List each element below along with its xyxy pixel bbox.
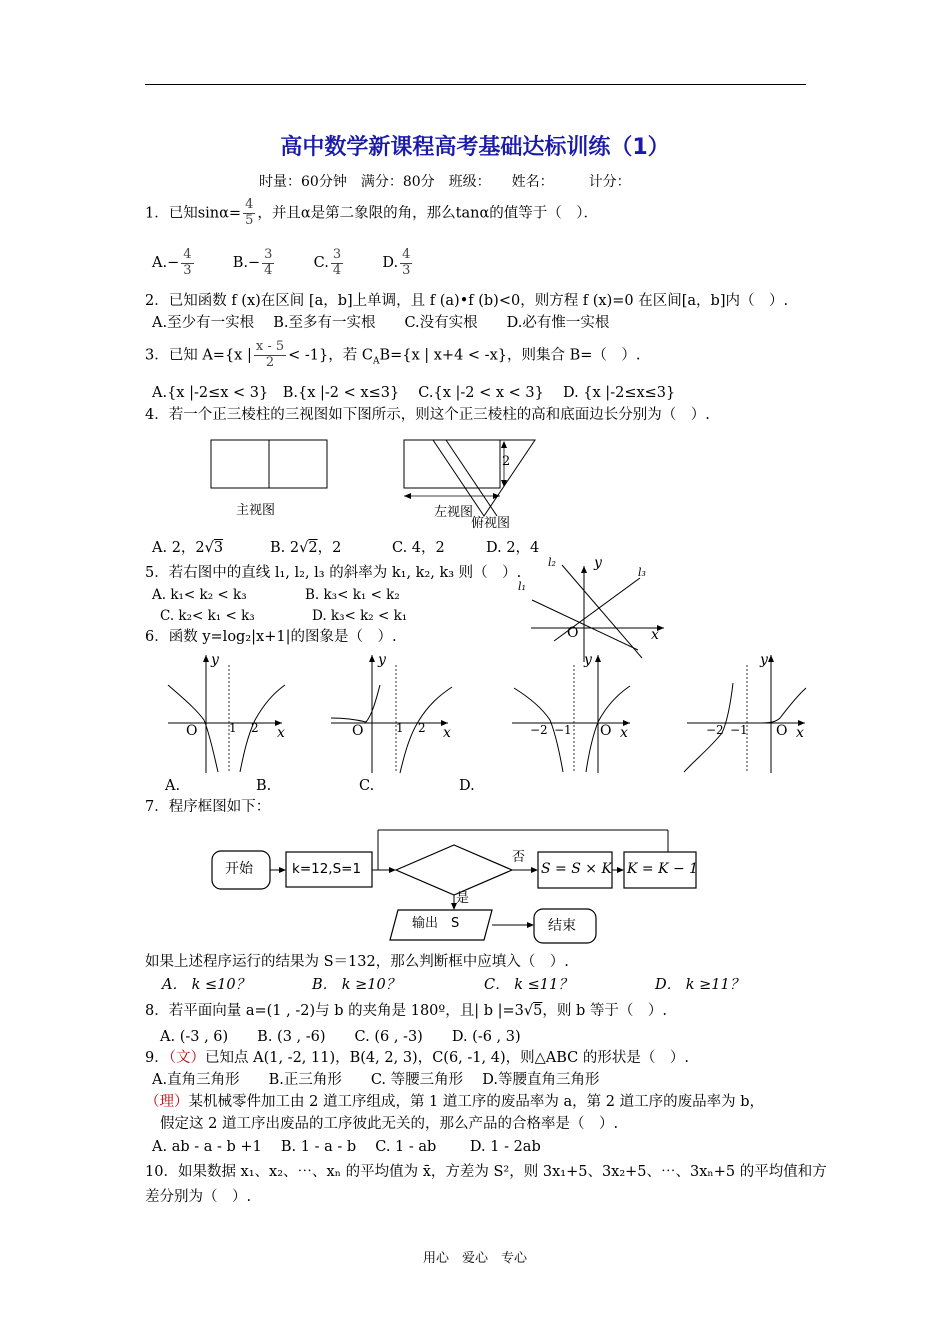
question-4: 4．若一个正三棱柱的三视图如下图所示，则这个正三棱柱的高和底面边长分别为（ ）.: [145, 407, 710, 423]
q4-option-c: C. 4，2: [392, 540, 445, 556]
question-2: 2．已知函数 f (x)在区间 [a，b]上单调，且 f (a)•f (b)<0，则方程 f (x)=0 在区间[a，b]内（ ）.: [145, 293, 789, 309]
q9-options-wen: A.直角三角形 B.正三角形 C. 等腰三角形 D.等腰直角三角形: [152, 1072, 600, 1088]
flow-decision: [396, 845, 512, 895]
question-8: 8．若平面向量 a=(1 , -2)与 b 的夹角是 180º，且| b |=3√5，则 b 等于（ ）.: [145, 1003, 667, 1019]
q6-option-c: C.: [359, 778, 375, 794]
q6d-tick-neg2: −2: [706, 723, 724, 737]
page-footer: 用心 爱心 专心: [422, 1251, 527, 1266]
q4-option-a: A. 2，2√3: [152, 540, 224, 556]
q1-option-d: D. $\frac{4}{3}$: [382, 247, 411, 278]
q6b-origin: O: [352, 723, 364, 739]
question-10-line-2: 差分别为（ ）.: [145, 1189, 252, 1205]
q4-option-d: D. 2，4: [486, 540, 540, 556]
q8-options: A. (-3 , 6) B. (3 , -6) C. (6 , -3) D. (-6 , 3): [160, 1029, 521, 1045]
q1-fraction: $\frac{4}{5}$: [245, 197, 254, 228]
q1-option-c: C. $\frac{3}{4}$: [313, 247, 342, 278]
question-6: 6．函数 y=log₂|x+1|的图象是（ ）.: [145, 629, 397, 645]
q5-l2-label: l₂: [548, 556, 556, 569]
q6b-tick-2: 2: [418, 721, 426, 735]
flow-assign-s-label: S = S × K: [541, 861, 612, 877]
q6b-y-label: y: [378, 652, 386, 668]
q6c-tick-neg1: −1: [554, 723, 572, 737]
q1-option-b: B.− $\frac{3}{4}$: [232, 247, 273, 278]
q4-label-front: 主视图: [236, 503, 276, 518]
q4-label-top: 俯视图: [471, 516, 511, 531]
q6c-x-label: x: [620, 725, 628, 741]
q1-option-a: A.− $\frac{4}{3}$: [152, 247, 192, 278]
question-9: 9．（文）已知点 A(1, -2, 11)，B(4, 2, 3)，C(6, -1, 4)，则△ABC 的形状是（ ）.: [145, 1050, 689, 1066]
q5-option-a: A. k₁< k₂ < k₃: [152, 587, 247, 603]
q5-option-c: C. k₂< k₁ < k₃: [160, 608, 255, 624]
q7-option-b: B． k ≥10？: [312, 977, 401, 993]
q3-fraction: $\frac{x - 5}{2}$: [255, 339, 285, 370]
q4-label-side: 左视图: [434, 505, 474, 520]
q6d-x-label: x: [796, 725, 804, 741]
q6a-y-label: y: [211, 652, 219, 668]
flow-start-label: 开始: [225, 861, 253, 877]
q9-options-li: A. ab - a - b +1 B. 1 - a - b C. 1 - ab D. 1 - 2ab: [152, 1139, 541, 1155]
q5-origin: O: [567, 625, 579, 641]
q7-option-c: C． k ≤11？: [484, 977, 573, 993]
q5-l3-label: l₃: [638, 566, 646, 579]
q6a-tick-2: 2: [251, 721, 259, 735]
flow-assign-k-label: K = K − 1: [627, 861, 699, 877]
q3-options: A.{x |-2≤x < 3} B.{x |-2 < x≤3} C.{x |-2 < x < 3} D. {x |-2≤x≤3}: [152, 385, 676, 401]
q1-stem-b: ，并且α是第二象限的角，那么tanα的值等于（ ）．: [257, 205, 599, 222]
q5-x-label: x: [651, 627, 659, 643]
q6-option-d: D.: [459, 778, 475, 794]
q6d-y-label: y: [760, 652, 768, 668]
q6a-origin: O: [186, 723, 198, 739]
q6-option-b: B.: [256, 778, 272, 794]
q9-li-line-1: （理）某机械零件加工由 2 道工序组成，第 1 道工序的废品率为 a，第 2 道工序的废品率为 b，: [145, 1094, 764, 1110]
question-10-line-1: 10．如果数据 x₁、x₂、⋯、xₙ 的平均值为 x̄，方差为 S²，则 3x₁+5、3x₂+5、⋯、3xₙ+5 的平均值和方: [145, 1164, 827, 1180]
flow-no-label: 否: [512, 850, 526, 865]
q9-tag-li: （理）: [145, 1094, 189, 1110]
question-5: 5．若右图中的直线 l₁, l₂, l₃ 的斜率为 k₁, k₂, k₃ 则（ ）.: [145, 565, 522, 581]
q7-question: 如果上述程序运行的结果为 S＝132，那么判断框中应填入（ ）.: [145, 954, 569, 970]
q6b-tick-1: 1: [396, 721, 404, 735]
q6c-y-label: y: [584, 652, 592, 668]
flow-end-label: 结束: [548, 918, 576, 934]
q6d-origin: O: [776, 723, 788, 739]
q4-option-b: B. 2√2，2: [270, 540, 342, 556]
q5-option-b: B. k₃< k₁ < k₂: [305, 587, 400, 603]
q7-option-a: A． k ≤10？: [162, 977, 251, 993]
q6c-tick-neg2: −2: [530, 723, 548, 737]
q1-stem-a: 1．已知sinα=: [145, 205, 242, 222]
q6a-tick-1: 1: [229, 721, 237, 735]
q6d-tick-neg1: −1: [730, 723, 748, 737]
page-title: 高中数学新课程高考基础达标训练（1）: [280, 135, 670, 160]
flow-output-label: 输出 S: [412, 916, 460, 931]
flow-init-label: k=12,S=1: [292, 861, 362, 877]
exam-info: 时量：60分钟 满分：80分 班级： 姓名： 计分：: [259, 174, 631, 190]
q6-option-a: A.: [165, 778, 181, 794]
q7-option-d: D． k ≥11？: [655, 977, 745, 993]
q9-tag-wen: （文）: [168, 1050, 205, 1066]
q4-dimension: 2: [502, 454, 511, 469]
flow-yes-label: 是: [456, 891, 470, 906]
q6c-origin: O: [600, 723, 612, 739]
q5-l1-label: l₁: [518, 580, 526, 593]
q5-y-label: y: [594, 555, 602, 571]
q5-option-d: D. k₃< k₂ < k₁: [312, 608, 408, 624]
question-3: 3．已知 A={x | $\frac{x - 5}{2}$ < -1}，若 $C_AB=\{x$ | x+4 < -x}，则集合 B=（ ）.: [145, 339, 641, 370]
q2-options: A.至少有一实根 B.至多有一实根 C.没有实根 D.必有惟一实根: [152, 315, 610, 331]
q6a-x-label: x: [277, 725, 285, 741]
question-7: 7．程序框图如下：: [145, 799, 271, 815]
q6b-x-label: x: [443, 725, 451, 741]
q9-li-line-2: 假定这 2 道工序出废品的工序彼此无关的，那么产品的合格率是（ ）.: [160, 1116, 619, 1132]
